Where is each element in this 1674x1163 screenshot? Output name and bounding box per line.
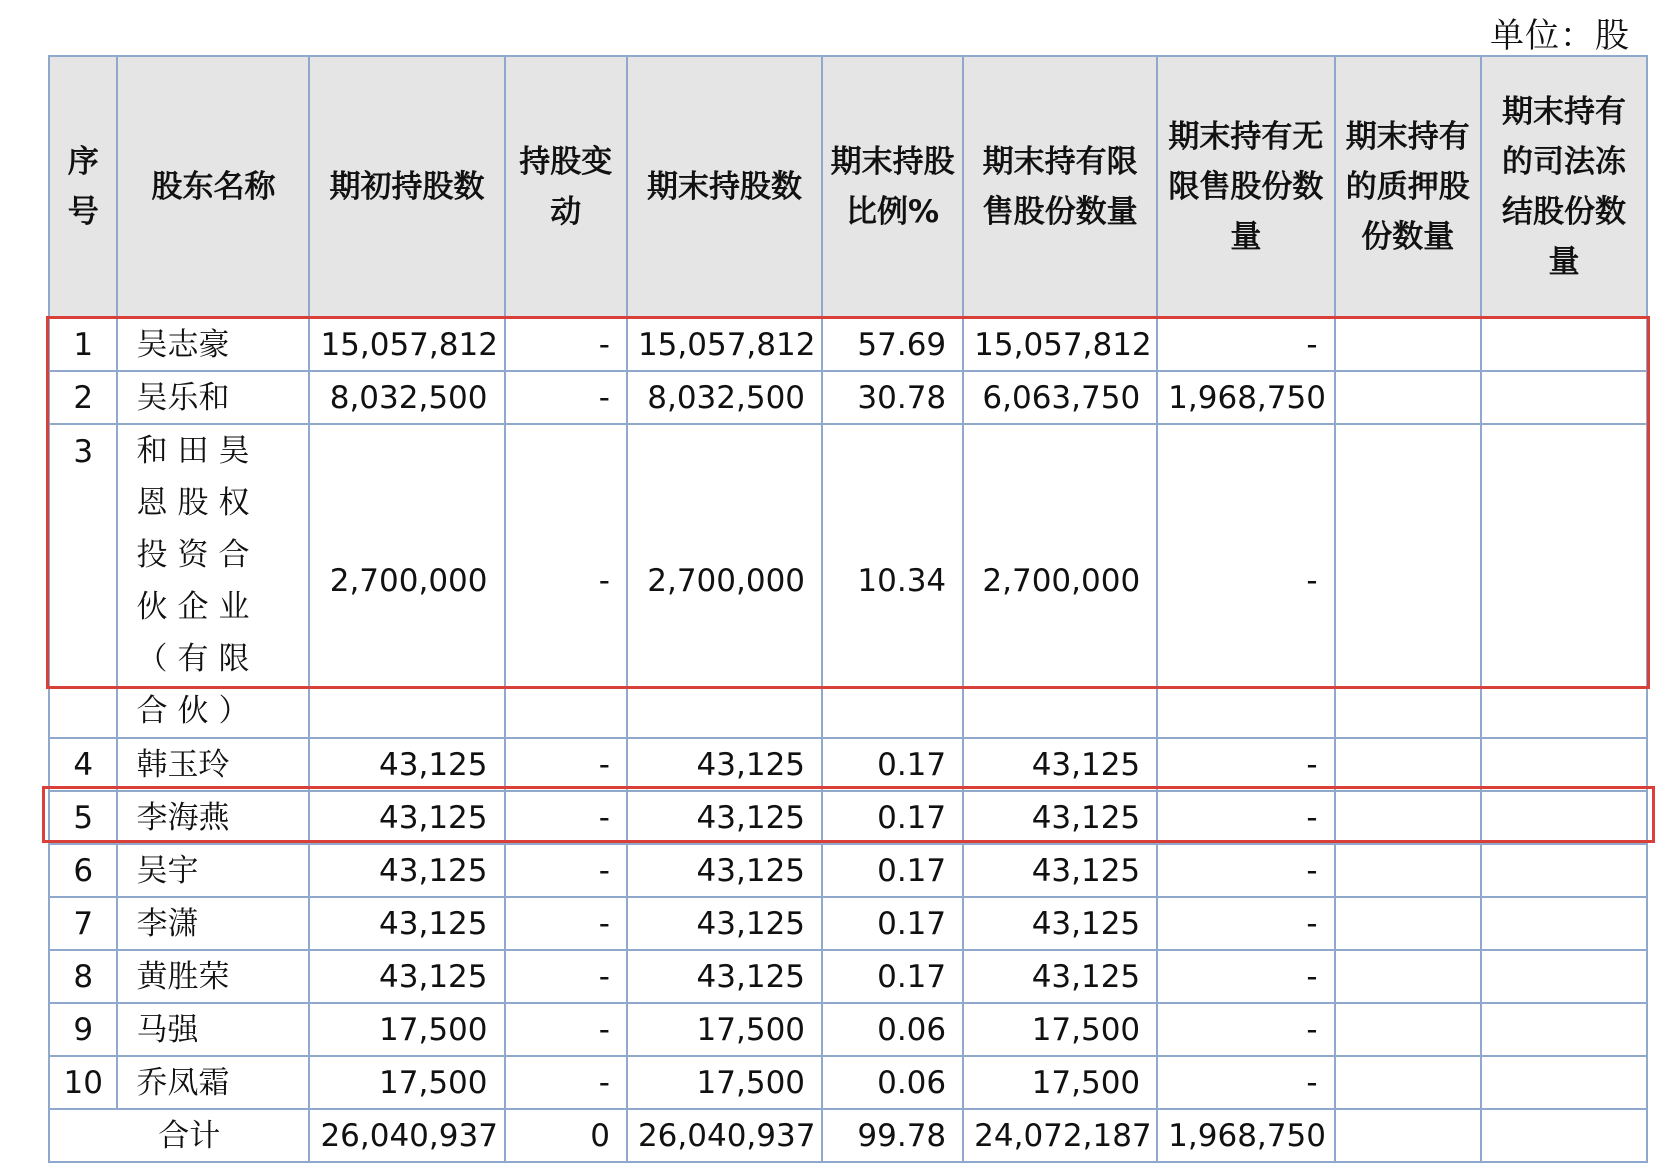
cell-restricted: 17,500 xyxy=(963,1056,1157,1109)
cell-name: 吴志豪 xyxy=(117,318,309,371)
cell-restricted: 43,125 xyxy=(963,738,1157,791)
cell-seq: 1 xyxy=(49,318,117,371)
cell-pledged xyxy=(1335,791,1481,844)
cell-ratio: 0.17 xyxy=(822,791,963,844)
header-seq: 序号 xyxy=(49,56,117,318)
cell-unrestricted: - xyxy=(1157,738,1334,791)
cell-unrestricted: - xyxy=(1157,1003,1334,1056)
total-frozen xyxy=(1481,1109,1647,1162)
header-change: 持股变动 xyxy=(505,56,627,318)
cell-frozen xyxy=(1481,791,1647,844)
cell-ratio: 30.78 xyxy=(822,371,963,424)
table-row xyxy=(49,424,1647,738)
cell-initial: 15,057,812 xyxy=(309,318,504,371)
header-frozen: 期末持有的司法冻结股份数量 xyxy=(1481,56,1647,318)
cell-name: 韩玉玲 xyxy=(117,738,309,791)
cell-final: 17,500 xyxy=(627,1003,822,1056)
cell-seq: 8 xyxy=(49,950,117,1003)
cell-ratio: 0.17 xyxy=(822,897,963,950)
cell-frozen xyxy=(1481,738,1647,791)
cell-final: 15,057,812 xyxy=(627,318,822,371)
table-row xyxy=(49,897,1647,950)
cell-name: 马强 xyxy=(117,1003,309,1056)
cell-unrestricted: - xyxy=(1157,1056,1334,1109)
cell-pledged xyxy=(1335,424,1481,738)
cell-ratio: 0.06 xyxy=(822,1003,963,1056)
total-pledged xyxy=(1335,1109,1481,1162)
header-final: 期末持股数 xyxy=(627,56,822,318)
cell-restricted: 17,500 xyxy=(963,1003,1157,1056)
cell-change: - xyxy=(505,844,627,897)
cell-final: 2,700,000 xyxy=(627,424,822,738)
header-name: 股东名称 xyxy=(117,56,309,318)
total-ratio: 99.78 xyxy=(822,1109,963,1162)
cell-ratio: 0.17 xyxy=(822,844,963,897)
cell-restricted: 43,125 xyxy=(963,950,1157,1003)
total-final: 26,040,937 xyxy=(627,1109,822,1162)
cell-change: - xyxy=(505,371,627,424)
cell-frozen xyxy=(1481,897,1647,950)
cell-seq: 9 xyxy=(49,1003,117,1056)
total-row xyxy=(49,1109,1647,1162)
total-restricted: 24,072,187 xyxy=(963,1109,1157,1162)
cell-restricted: 15,057,812 xyxy=(963,318,1157,371)
total-label: 合计 xyxy=(49,1109,309,1162)
cell-unrestricted: - xyxy=(1157,950,1334,1003)
cell-unrestricted: - xyxy=(1157,424,1334,738)
cell-restricted: 43,125 xyxy=(963,897,1157,950)
header-row xyxy=(49,56,1647,318)
cell-seq: 5 xyxy=(49,791,117,844)
cell-pledged xyxy=(1335,318,1481,371)
table-row xyxy=(49,371,1647,424)
cell-name: 和田昊恩股权投资合伙企业（有限合伙） xyxy=(117,424,309,738)
cell-change: - xyxy=(505,1003,627,1056)
cell-frozen xyxy=(1481,1003,1647,1056)
cell-name: 吴宇 xyxy=(117,844,309,897)
cell-initial: 8,032,500 xyxy=(309,371,504,424)
cell-name: 李潇 xyxy=(117,897,309,950)
cell-final: 43,125 xyxy=(627,738,822,791)
cell-final: 43,125 xyxy=(627,844,822,897)
cell-seq: 3 xyxy=(49,424,117,738)
cell-pledged xyxy=(1335,897,1481,950)
cell-restricted: 43,125 xyxy=(963,791,1157,844)
cell-initial: 17,500 xyxy=(309,1056,504,1109)
cell-final: 17,500 xyxy=(627,1056,822,1109)
cell-ratio: 57.69 xyxy=(822,318,963,371)
header-initial: 期初持股数 xyxy=(309,56,504,318)
cell-initial: 2,700,000 xyxy=(309,424,504,738)
header-ratio: 期末持股比例% xyxy=(822,56,963,318)
cell-pledged xyxy=(1335,738,1481,791)
cell-change: - xyxy=(505,318,627,371)
cell-frozen xyxy=(1481,950,1647,1003)
cell-final: 43,125 xyxy=(627,950,822,1003)
cell-pledged xyxy=(1335,1056,1481,1109)
total-initial: 26,040,937 xyxy=(309,1109,504,1162)
cell-change: - xyxy=(505,950,627,1003)
cell-unrestricted: - xyxy=(1157,791,1334,844)
cell-ratio: 0.17 xyxy=(822,950,963,1003)
cell-ratio: 0.06 xyxy=(822,1056,963,1109)
cell-name: 乔凤霜 xyxy=(117,1056,309,1109)
cell-name: 黄胜荣 xyxy=(117,950,309,1003)
cell-unrestricted: - xyxy=(1157,897,1334,950)
cell-unrestricted: - xyxy=(1157,318,1334,371)
table-row xyxy=(49,844,1647,897)
cell-name: 吴乐和 xyxy=(117,371,309,424)
table-row xyxy=(49,1003,1647,1056)
cell-seq: 4 xyxy=(49,738,117,791)
cell-seq: 6 xyxy=(49,844,117,897)
cell-ratio: 0.17 xyxy=(822,738,963,791)
cell-frozen xyxy=(1481,371,1647,424)
cell-pledged xyxy=(1335,1003,1481,1056)
cell-initial: 43,125 xyxy=(309,897,504,950)
cell-seq: 2 xyxy=(49,371,117,424)
cell-initial: 43,125 xyxy=(309,738,504,791)
cell-restricted: 43,125 xyxy=(963,844,1157,897)
cell-frozen xyxy=(1481,424,1647,738)
header-restricted: 期末持有限售股份数量 xyxy=(963,56,1157,318)
shareholder-table xyxy=(48,55,1648,1163)
cell-pledged xyxy=(1335,950,1481,1003)
total-unrestricted: 1,968,750 xyxy=(1157,1109,1334,1162)
cell-name: 李海燕 xyxy=(117,791,309,844)
table-row xyxy=(49,1056,1647,1109)
table-row xyxy=(49,318,1647,371)
table-row xyxy=(49,950,1647,1003)
cell-seq: 10 xyxy=(49,1056,117,1109)
cell-pledged xyxy=(1335,844,1481,897)
cell-frozen xyxy=(1481,318,1647,371)
cell-ratio: 10.34 xyxy=(822,424,963,738)
cell-unrestricted: 1,968,750 xyxy=(1157,371,1334,424)
cell-initial: 43,125 xyxy=(309,791,504,844)
cell-frozen xyxy=(1481,844,1647,897)
cell-final: 43,125 xyxy=(627,791,822,844)
total-change: 0 xyxy=(505,1109,627,1162)
cell-restricted: 2,700,000 xyxy=(963,424,1157,738)
cell-change: - xyxy=(505,738,627,791)
header-pledged: 期末持有的质押股份数量 xyxy=(1335,56,1481,318)
table-row xyxy=(49,738,1647,791)
cell-frozen xyxy=(1481,1056,1647,1109)
table-row xyxy=(49,791,1647,844)
unit-label: 单位：股 xyxy=(1490,16,1630,56)
cell-final: 43,125 xyxy=(627,897,822,950)
cell-change: - xyxy=(505,791,627,844)
cell-initial: 43,125 xyxy=(309,950,504,1003)
cell-initial: 17,500 xyxy=(309,1003,504,1056)
cell-seq: 7 xyxy=(49,897,117,950)
header-unrestricted: 期末持有无限售股份数量 xyxy=(1157,56,1334,318)
cell-initial: 43,125 xyxy=(309,844,504,897)
cell-change: - xyxy=(505,424,627,738)
cell-pledged xyxy=(1335,371,1481,424)
cell-change: - xyxy=(505,897,627,950)
cell-change: - xyxy=(505,1056,627,1109)
cell-unrestricted: - xyxy=(1157,844,1334,897)
cell-restricted: 6,063,750 xyxy=(963,371,1157,424)
cell-final: 8,032,500 xyxy=(627,371,822,424)
